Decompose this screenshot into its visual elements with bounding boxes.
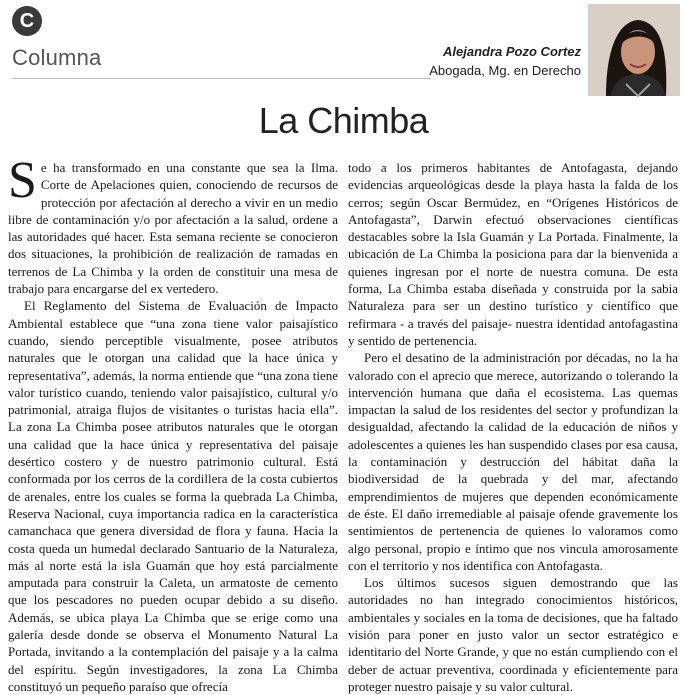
article-paragraph	[8, 152, 338, 297]
author-name: Alejandra Pozo Cortez	[443, 44, 581, 59]
article-paragraph: todo a los primeros habitantes de Antofagasta, dejando evidencias arqueológicas desde la playa hasta la falda de los cerros; según Oscar Bermúdez, en “Orígenes Históricos de Antofagasta”, Darwin efectuó observaciones científicas destacables sobre la Isla Guamán y La Portada. Finalmente, la ubicación de La Chimba la posiciona para dar la bienvenida a quienes ingresan por el norte de nuestra comuna. De esta forma, La Chimba estaba diseñada y construida por la sabia Naturaleza para ser un destino turístico y científico que refirmara - a través del paisaje- nuestra identidad antofagastina y sentido de pertenencia.	[348, 160, 678, 348]
article-column-left	[8, 152, 338, 695]
avatar-graphic	[588, 4, 680, 96]
author-portrait-icon	[588, 4, 680, 96]
section-badge: C	[12, 6, 42, 36]
article-title: La Chimba	[258, 100, 429, 141]
article-paragraph: Pero el desatino de la administración por décadas, no la ha valorado con el aprecio que merece, autorizando o tolerando la intervención humana que daña el ecosistema. Las quemas impactan la salud de los residentes del sector y profundizan la desigualdad, afectando la calidad de la educación de niños y adolescentes a quienes les han suspendido clases por esa causa, la contaminación y destrucción del hábitat daña la biodiversidad de la quebrada y del mar, afectando emprendimientos de mujeres que dependen económicamente de éste. El daño irremediable al paisaje ofende gravemente los sentimientos de pertenencia de quienes lo valoramos como algo personal, propio e íntimo que nos vincula amorosamente con el territorio y nos identifica con Antofagasta.	[348, 350, 678, 573]
section-label: Columna	[12, 45, 102, 70]
paragraph-text: e ha transformado en una constante que sea la Ilma. Corte de Apelaciones quien, conociendo de recursos de protección por afectación al derecho a vivir en un medio libre de contaminación y/o por afectación a la salud, ordene a las autoridades qué hacer. Esta semana reciente se conocieron dos situaciones, la prohibición de realización de ramadas en terrenos de La Chimba y la orden de constituir una mesa de trabajo para encargarse del ex vertedero.	[8, 160, 338, 297]
article-column-right	[348, 159, 678, 695]
drop-cap: S	[8, 152, 37, 209]
article-paragraph: El Reglamento del Sistema de Evaluación de Impacto Ambiental establece que “una zona tiene valor paisajístico cuando, siendo perceptible visualmente, posee atributos naturales que le otorgan una calidad que la hace única y representativa”, además, la norma entiende que “una zona tiene valor turístico cuando, teniendo valor paisajístico, cultural y/o patrimonial, atraiga flujos de visitantes o turistas hacia ella”. La zona La Chimba posee atributos naturales que le otorgan una calidad que la hace única y representativa del paisaje desértico costero y de nuestro patrimonio cultural. Está conformada por los cerros de la cordillera de la costa cubiertos de arenales, entre los cuales se forma la quebrada La Chimba, Reserva Nacional, cuya importancia radica en la característica camanchaca que genera diversidad de flora y fauna. Hacia la costa queda un humedal declarado Santuario de la Naturaleza, más al norte está la isla Guamán que hoy está parcialmente amputada para construir la Caleta, un armatoste de cemento que los pescadores no pueden ocupar debido a su diseño. Además, se ubica playa La Chimba que se erige como una galería desde donde se observa el Monumento Natural La Portada, invitando a la contemplación del paisaje y a la calma del espíritu. Según investigadores, la zona La Chimba constituyó un pequeño paraíso que ofrecía	[8, 298, 338, 694]
author-role: Abogada, Mg. en Derecho	[429, 63, 581, 78]
article-paragraph: Los últimos sucesos siguen demostrando que las autoridades no han integrado conocimientos históricos, ambientales y sociales en la toma de decisiones, que ha faltado visión para poner en justo valor un sector estratégico e identitario del Norte Grande, y que no están cumpliendo con el deber de actuar preventiva, coordinada y eficientemente para proteger nuestro paisaje y su valor cultural.	[348, 575, 678, 694]
header-divider	[12, 78, 430, 79]
